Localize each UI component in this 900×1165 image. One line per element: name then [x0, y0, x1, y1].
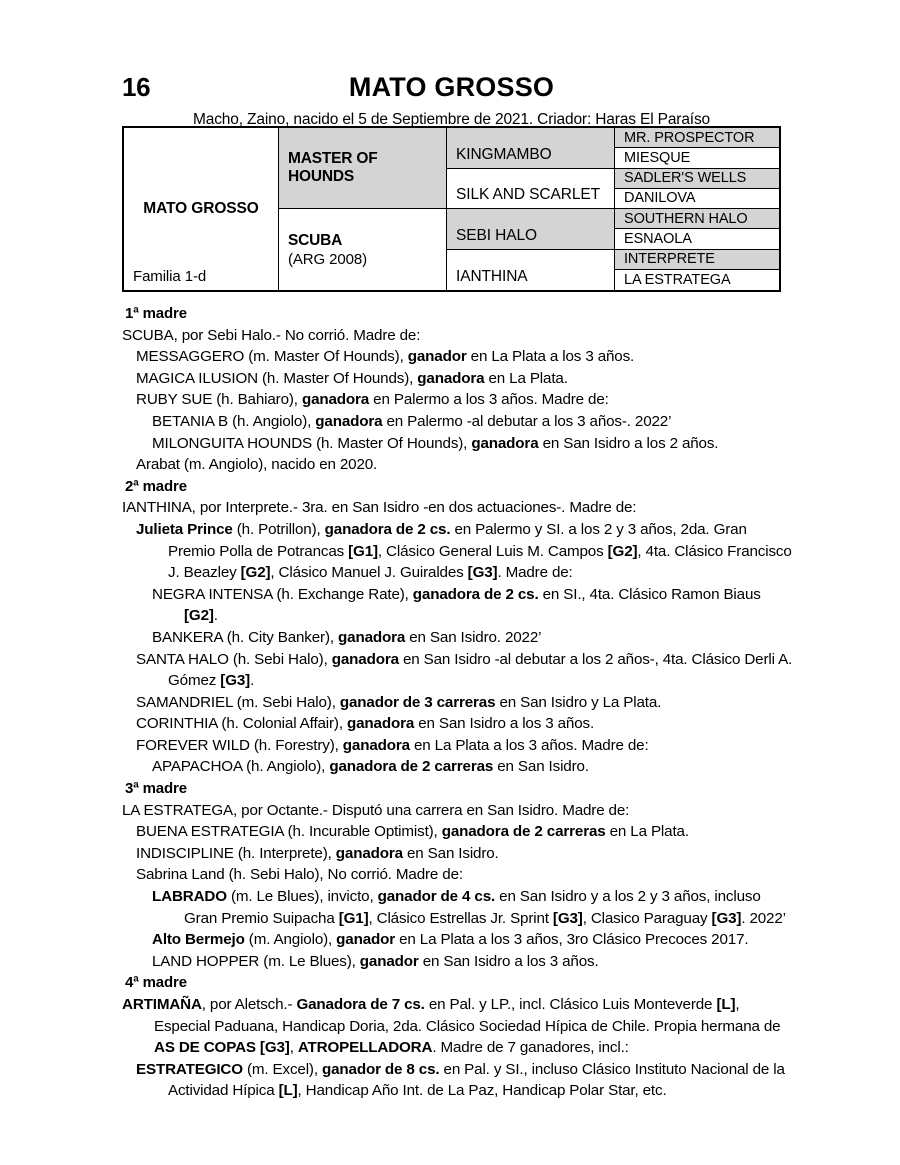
progeny-achievement: ganadora	[338, 628, 406, 646]
progeny-detail: , 4ta. Clásico Francisco J. Beazley	[168, 542, 792, 582]
progeny-detail: en San Isidro a los 3 años.	[418, 952, 599, 970]
progeny-achievement: ganador	[336, 931, 396, 949]
progeny-detail: , Clasico Paraguay	[582, 909, 712, 927]
pedigree-gen2-cell: KINGMAMBO	[447, 128, 614, 169]
page-header	[122, 70, 781, 130]
progeny-entry	[136, 735, 794, 757]
madre3-lead: LA ESTRATEGA, por Octante.- Disputó una carrera en San Isidro. Madre de:	[122, 801, 630, 819]
progeny-achievement: ganador	[359, 952, 419, 970]
section-heading-madre4: 4ª madre	[125, 974, 187, 992]
progeny-detail: , Clásico Manuel J. Guiraldes	[270, 564, 468, 582]
progeny-entry	[136, 368, 794, 390]
progeny-achievement: ganadora de 2 carreras	[441, 823, 606, 841]
pedigree-column-parents	[279, 128, 447, 290]
progeny-achievement: ganadora	[346, 715, 415, 733]
pedigree-gen2-cell: SEBI HALO	[447, 209, 614, 250]
progeny-achievement: ganadora de 2 carreras	[329, 758, 494, 776]
progeny-achievement: ganadora	[335, 844, 403, 862]
grade-tag: [L]	[278, 1082, 298, 1100]
progeny-achievement: ganadora	[471, 434, 539, 452]
grade-tag: [G3]	[467, 564, 498, 582]
progeny-sire: (h. Potrillon),	[232, 520, 325, 538]
progeny-sire: (m. Excel),	[242, 1060, 322, 1078]
pedigree-gen2-cell: IANTHINA	[447, 250, 614, 291]
progeny-name: MAGICA ILUSION (h. Master Of Hounds),	[136, 369, 418, 387]
progeny-name: SAMANDRIEL (m. Sebi Halo),	[136, 693, 340, 711]
progeny-entry	[136, 389, 794, 411]
grade-tag: [G1]	[338, 909, 369, 927]
pedigree-subject-name: MATO GROSSO	[143, 200, 259, 217]
pedigree-gen3-cell: DANILOVA	[615, 189, 779, 209]
progeny-achievement: ganadora	[342, 736, 410, 754]
progeny-detail: en San Isidro y La Plata.	[495, 693, 662, 711]
pedigree-dam-cell	[279, 209, 446, 290]
dam-name: ARTIMAÑA	[122, 996, 202, 1013]
relative-name: ATROPELLADORA	[297, 1039, 433, 1057]
progeny-detail: en San Isidro a los 3 años.	[414, 715, 595, 733]
progeny-achievement: ganador de 4 cs.	[377, 888, 496, 906]
dam-detail: , Especial Paduana, Handicap Doria, 2da. Clásico Sociedad Hípica de Chile. Propia hermana de	[154, 996, 781, 1035]
progeny-achievement: ganador de 3 carreras	[339, 693, 496, 711]
progeny-detail: .	[250, 672, 255, 690]
progeny-entry	[136, 1059, 794, 1102]
progeny-name: MESSAGGERO (m. Master Of Hounds),	[136, 348, 408, 366]
section-heading-madre3: 3ª madre	[125, 780, 187, 798]
progeny-name: INDISCIPLINE (h. Interprete),	[136, 844, 336, 862]
grade-tag: [G1]	[348, 542, 378, 560]
grade-tag: [G3]	[552, 909, 583, 927]
progeny-detail: , Clásico General Luis M. Campos	[377, 542, 608, 560]
progeny-achievement: ganadora de 2 cs.	[412, 585, 539, 603]
progeny-name: BANKERA (h. City Banker),	[152, 628, 339, 646]
progeny-entry	[152, 756, 794, 778]
grade-tag: [G2]	[607, 542, 638, 560]
progeny-entry	[152, 627, 794, 649]
progeny-achievement: ganadora	[331, 650, 399, 668]
progeny-detail: en San Isidro -al debutar a los 2 años-, 4ta. Clásico Derli A. Gómez	[168, 650, 793, 690]
progeny-achievement: ganador de 8 cs.	[321, 1060, 440, 1078]
pedigree-family: Familia 1-d	[133, 268, 207, 285]
progeny-entry	[136, 649, 794, 692]
pedigree-gen3-cell: ESNAOLA	[615, 229, 779, 249]
progeny-detail: , Handicap Año Int. de La Paz, Handicap Polar Star, etc.	[297, 1082, 667, 1100]
progeny-entry	[152, 584, 794, 627]
pedigree-gen3-cell: SOUTHERN HALO	[615, 209, 779, 229]
pedigree-gen3-cell: MIESQUE	[615, 148, 779, 168]
progeny-detail: en Palermo -al debutar a los 3 años-. 2022’	[382, 412, 672, 430]
progeny-detail: . Madre de:	[497, 564, 573, 582]
progeny-name: LABRADO	[152, 888, 227, 906]
progeny-entry	[152, 886, 794, 929]
grade-tag: [L]	[716, 996, 736, 1013]
pedigree-column-greatgrandparents	[615, 128, 779, 290]
dam-sire: , por Aletsch.-	[201, 996, 297, 1013]
dam-achievement: Ganadora de 7 cs.	[296, 996, 425, 1013]
progeny-detail: en La Plata a los 3 años, 3ro Clásico Precoces 2017.	[395, 931, 749, 949]
progeny-entry: Sabrina Land (h. Sebi Halo), No corrió. Madre de:	[136, 866, 463, 884]
progeny-name: APAPACHOA (h. Angiolo),	[152, 758, 330, 776]
progeny-detail: en La Plata.	[484, 369, 568, 387]
progeny-detail: en La Plata a los 3 años. Madre de:	[409, 736, 649, 754]
progeny-detail: en San Isidro.	[402, 844, 499, 862]
progeny-name: Alto Bermejo	[152, 931, 245, 949]
progeny-name: FOREVER WILD (h. Forestry),	[136, 736, 343, 754]
relative-name: AS DE COPAS [G3]	[154, 1039, 290, 1057]
grade-tag: [G2]	[184, 607, 214, 625]
pedigree-gen3-cell: INTERPRETE	[615, 250, 779, 270]
progeny-detail: en La Plata.	[605, 823, 689, 841]
progeny-entry	[136, 519, 794, 584]
grade-tag: [G3]	[711, 909, 742, 927]
grade-tag: [G3]	[220, 672, 251, 690]
progeny-achievement: ganador	[407, 348, 467, 366]
progeny-detail: en San Isidro y a los 2 y 3 años, incluso Gran Premio Suipacha	[184, 888, 761, 927]
progeny-name: BETANIA B (h. Angiolo),	[152, 412, 316, 430]
progeny-name: SANTA HALO (h. Sebi Halo),	[136, 650, 332, 668]
pedigree-sire-name: MASTER OF HOUNDS	[288, 150, 378, 185]
progeny-detail: en Palermo y SI. a los 2 y 3 años, 2da. Gran Premio Polla de Potrancas	[168, 520, 747, 560]
progeny-entry	[136, 713, 794, 735]
progeny-name: BUENA ESTRATEGIA (h. Incurable Optimist),	[136, 823, 442, 841]
pedigree-sire-cell	[279, 128, 446, 209]
progeny-detail: .	[213, 607, 218, 625]
progeny-name: MILONGUITA HOUNDS (h. Master Of Hounds),	[152, 434, 472, 452]
progeny-detail: en San Isidro.	[493, 758, 589, 776]
progeny-entry: Arabat (m. Angiolo), nacido en 2020.	[136, 456, 378, 474]
progeny-detail: en SI., 4ta. Clásico Ramon Biaus	[538, 585, 761, 603]
pedigree-gen3-cell: MR. PROSPECTOR	[615, 128, 779, 148]
progeny-sire: (m. Le Blues), invicto,	[226, 888, 378, 906]
pedigree-column-grandparents	[447, 128, 615, 290]
pedigree-gen3-cell: LA ESTRATEGA	[615, 270, 779, 290]
progeny-name: CORINTHIA (h. Colonial Affair),	[136, 715, 347, 733]
progeny-entry	[136, 692, 794, 714]
pedigree-dam-name: SCUBA	[288, 231, 343, 249]
progeny-achievement: ganadora	[315, 412, 383, 430]
madre2-lead: IANTHINA, por Interprete.- 3ra. en San Isidro -en dos actuaciones-. Madre de:	[122, 499, 637, 517]
progeny-name: RUBY SUE (h. Bahiaro),	[136, 391, 302, 409]
progeny-detail: en Pal. y SI., incluso Clásico Instituto Nacional de la Actividad Hípica	[168, 1060, 785, 1100]
madre1-lead: SCUBA, por Sebi Halo.- No corrió. Madre de:	[122, 326, 421, 344]
progeny-entry	[136, 821, 794, 843]
dam-detail: . Madre de 7 ganadores, incl.:	[432, 1039, 629, 1057]
dam-detail: en Pal. y LP., incl. Clásico Luis Monteverde	[424, 996, 717, 1013]
section-heading-madre1: 1ª madre	[125, 305, 187, 322]
progeny-entry	[136, 843, 794, 865]
header-title-row	[122, 70, 781, 108]
page-title: MATO GROSSO	[348, 72, 555, 102]
section-heading-madre2: 2ª madre	[125, 477, 187, 495]
progeny-detail: en La Plata a los 3 años.	[466, 348, 635, 366]
pedigree-gen2-cell: SILK AND SCARLET	[447, 169, 614, 210]
grade-tag: [G2]	[240, 564, 271, 582]
madre4-lead	[122, 994, 794, 1059]
progeny-name: NEGRA INTENSA (h. Exchange Rate),	[152, 585, 413, 603]
pedigree-narrative	[122, 303, 794, 1102]
pedigree-column-subject	[124, 128, 279, 290]
progeny-detail: . 2022’	[741, 909, 786, 927]
progeny-detail: en Palermo a los 3 años. Madre de:	[369, 391, 609, 409]
catalog-number: 16	[122, 72, 151, 102]
progeny-sire: (m. Angiolo),	[244, 931, 337, 949]
pedigree-dam-note: (ARG 2008)	[288, 250, 368, 268]
progeny-name: ESTRATEGICO	[136, 1060, 243, 1078]
progeny-entry	[152, 433, 794, 455]
progeny-entry	[152, 411, 794, 433]
progeny-entry	[152, 951, 794, 973]
progeny-achievement: ganadora de 2 cs.	[324, 520, 451, 538]
progeny-achievement: ganadora	[301, 391, 370, 409]
pedigree-gen3-cell: SADLER'S WELLS	[615, 169, 779, 189]
progeny-detail: en San Isidro a los 2 años.	[538, 434, 719, 452]
progeny-name: Julieta Prince	[136, 520, 233, 538]
dam-detail: ,	[289, 1039, 298, 1057]
progeny-entry	[152, 929, 794, 951]
progeny-detail: , Clásico Estrellas Jr. Sprint	[368, 909, 553, 927]
progeny-achievement: ganadora	[417, 369, 485, 387]
horse-subtitle: Macho, Zaino, nacido el 5 de Septiembre de 2021. Criador: Haras El Paraíso	[192, 111, 711, 128]
progeny-name: LAND HOPPER (m. Le Blues),	[152, 952, 360, 970]
progeny-detail: en San Isidro. 2022’	[405, 628, 542, 646]
progeny-entry	[136, 346, 794, 368]
pedigree-table	[122, 126, 781, 292]
